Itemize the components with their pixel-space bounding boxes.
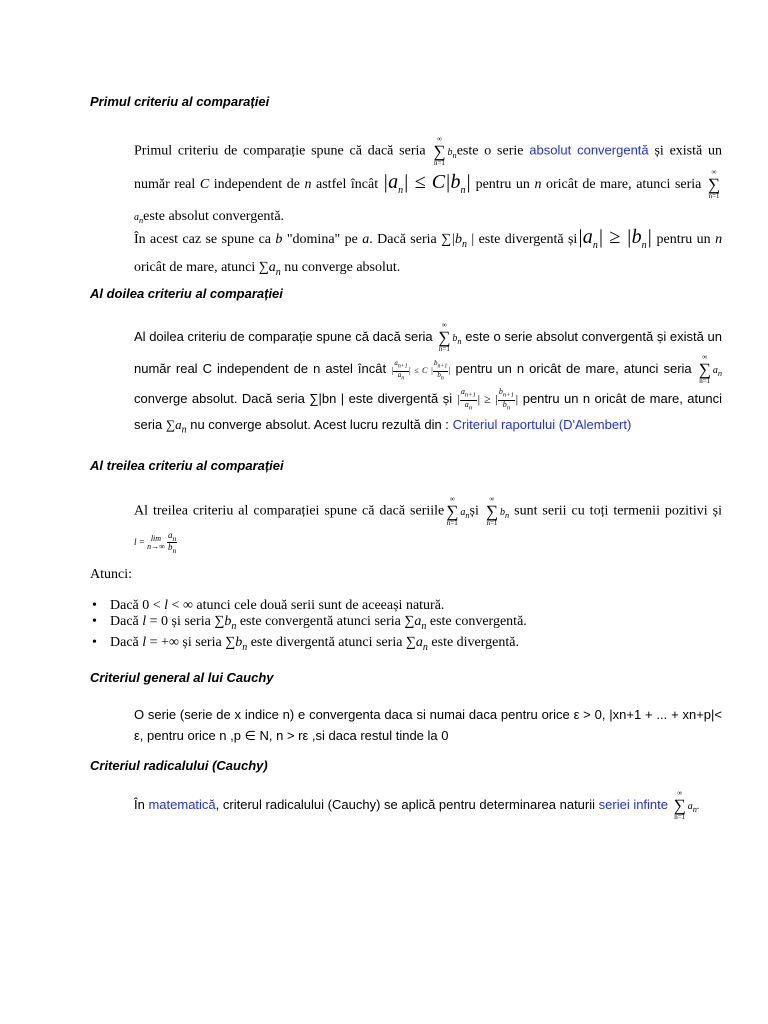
ratio-inequality-ge: | $\frac{a_{n+1}}{a_n}$ | ≥ | $\frac{b_{n+1}}{b_n}$ | [456,387,519,412]
paragraph-radical-criterion: În matematică, criterul radicalului (Cauchy) se aplică pentru determinarea naturii seriei infinte ∞ ∑ n=1 $a_n$. [134,789,700,821]
sum-an-formula: ∞ ∑ n=1 [707,168,721,200]
sum-an-formula-5: ∞ ∑ n=1 [673,789,686,821]
section-heading-4: Criteriul general al lui Cauchy [90,670,274,685]
paragraph-cauchy-general: O serie (serie de x indice n) e convergenta daca si numai daca pentru orice ε > 0, |xn+1 + ... + xn+p|< ε, pentru orice n ,p ∈ N, n > rε ,si daca restul tinde la 0 [134,707,722,743]
ratio-inequality-le: | $\frac{a_{n+1}}{a_n}$ | ≤ C | $\frac{b_{n+1}}{b_n}$ | [391,359,451,381]
sum-bn-formula-2: ∞ ∑ n=1 [438,321,451,353]
list-item: • Dacă 0 < l < ∞ atunci cele două serii sunt de aceeași natură. [110,598,527,614]
sum-bn-formula-3: ∞ ∑ n=1 [485,495,498,527]
section-heading-1: Primul criteriu al comparației [90,94,270,109]
section-heading-3: Al treilea criteriu al comparației [90,458,284,473]
sum-bn-formula: ∞ ∑ n=1 [433,135,446,167]
inequality-an-le-cbn: $|a_n| \le C|b_n|$ [382,170,472,196]
link-matematica[interactable]: matematică [148,796,216,812]
link-absolut-convergenta[interactable]: absolut convergentă [529,142,649,158]
limit-formula: l = lim n→∞ $\frac{a_n}{b_n}$ [134,529,177,555]
section-heading-2: Al doilea criteriu al comparației [90,286,283,301]
paragraph-first-criterion: Primul criteriu de comparație spune că dacă seria ∞ ∑ n=1 $b_neste$ o serie absolut convergentă și există un număr real C independent de n astfel încât $|a_n| \le C|b_n|$ pentru un n oricât de mare, atunci seria ∞ ∑ n=1 $a_neste$ absolut convergentă. [134,135,723,225]
section-heading-5: Criteriul radicalului (Cauchy) [90,758,268,773]
link-criteriul-raportului[interactable]: Criteriul raportului (D'Alembert) [452,416,632,432]
paragraph-domination: În acest caz se spune ca b "domina" pe a. Dacă seria $\sum|b_n$ | este divergentă $și|a_n| \ge |b_n|$ pentru un n oricât de mare, atunci $\sum a_n$ nu converge absolut. [134,226,723,278]
inequality-an-ge-bn: $|a_n| \ge |b_n|$ [577,226,653,251]
sum-an-formula-3: ∞ ∑ n=1 [446,495,459,527]
link-seriei-infinte[interactable]: seriei infinte [598,796,669,812]
list-item: • Dacă l = 0 și seria $\sum b_n$ este convergentă atunci seria $\sum a_n$ este convergentă. [110,614,527,635]
sum-an-formula-2: ∞ ∑ n=1 [698,352,711,385]
atunci-label: Atunci: [90,567,132,582]
conditions-list [90,598,527,656]
paragraph-third-criterion: Al treilea criteriu al comparației spune că dacă seriile ∞ ∑ n=1 $a_nși$ ∞ ∑ n=1 $b_n$ sunt serii cu toți termenii pozitivi și l = lim n→∞ $\frac{a_n}{b_n}$ [134,495,723,555]
paragraph-second-criterion: Al doilea criteriu de comparație spune că dacă seria ∞ ∑ n=1 $b_n$ este o serie absolut convergentă și există un număr real C independent de n astel încât | $\frac{a_{n+1}}{a_n}$ | ≤ C | $\frac{b_{n+1}}{b_n}$ | pentru un n oricât de mare, atunci seria ∞ ∑ n=1 $a_n$ converge absolut. Dacă seria ∑|bn | este divergentă și | $\frac{a_{n+1}}{a_n}$ | ≥ | $\frac{b_{n+1}}{b_n}$ | pentru un n oricât de mare, atunci seria $\sum a_n$ nu converge absolut. Acest lucru rezultă din : Criteriul raportului (D'Alembert) [134,321,723,436]
list-item: • Dacă l = +∞ și seria $\sum b_n$ este divergentă atunci seria $\sum a_n$ este divergentă. [110,635,527,656]
